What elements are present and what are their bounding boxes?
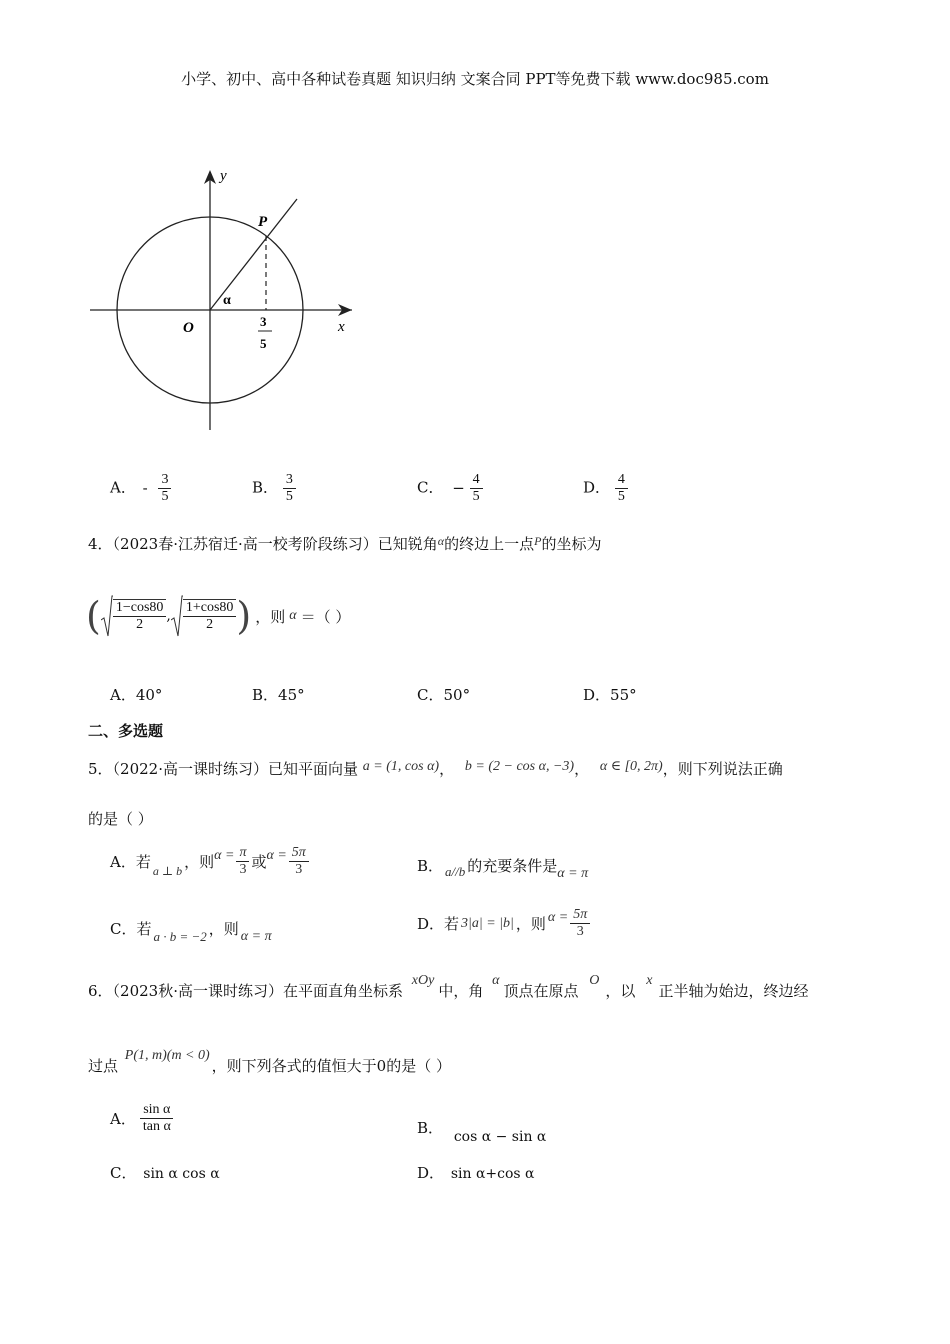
minus-sign: − bbox=[452, 478, 465, 497]
q6-stem-cont: 过点 P(1, m)(m < 0)，则下列各式的值恒大于0的是（ ） bbox=[88, 1048, 451, 1075]
q4-coordinates: ( $\frac{1-\cos 80}{2}$ , $\frac{1+\cos 80}{2}$ ) ，则 α ＝（ ） bbox=[86, 594, 351, 638]
fraction: $\frac{4}{5}$ bbox=[615, 472, 628, 505]
tick-denominator: 5 bbox=[260, 336, 267, 351]
q6-option-d[interactable]: D． sin α+cos α bbox=[417, 1164, 535, 1182]
q6-option-b[interactable]: B． cos α − sin α bbox=[417, 1119, 547, 1145]
y-label: y bbox=[220, 168, 227, 184]
question-source: （2023春·江苏宿迁·高一校考阶段练习） bbox=[112, 535, 378, 553]
question-number: 5． bbox=[88, 760, 113, 778]
question-number: 6． bbox=[88, 982, 113, 1000]
fraction: $\frac{3}{5}$ bbox=[283, 472, 296, 505]
option-letter: D． bbox=[583, 478, 611, 497]
x-label: x bbox=[338, 319, 345, 335]
q5-option-b[interactable]: B． a//b 的充要条件是 α = π bbox=[417, 857, 589, 881]
q4-stem: 4．（2023春·江苏宿迁·高一校考阶段练习）已知锐角$^\alpha$的终边上一点$^P$的坐标为 bbox=[88, 534, 602, 553]
q5-option-d[interactable]: D．若 3|a| = |b| ，则 α = $\frac{5\pi}{3}$ bbox=[417, 907, 592, 940]
q4-option-c[interactable]: C．50° bbox=[417, 686, 471, 704]
q5-option-a[interactable]: A．若 a ⊥ b ，则 α = $\frac{\pi}{3}$ 或 α = $\frac{5\pi}{3}$ bbox=[110, 845, 311, 878]
q4-option-a[interactable]: A．40° bbox=[110, 686, 163, 704]
q5-stem-cont: 的是（ ） bbox=[88, 810, 153, 828]
tick-numerator: 3 bbox=[260, 314, 267, 329]
q6-option-a[interactable]: A． $\frac{\text{sin α}}{\text{tan α}}$ bbox=[110, 1102, 174, 1135]
right-paren: ) bbox=[236, 594, 252, 638]
point-p-label: P bbox=[258, 214, 268, 230]
fraction: $\frac{3}{5}$ bbox=[158, 472, 171, 505]
q3-option-b[interactable] bbox=[252, 472, 296, 505]
sqrt-sign bbox=[171, 594, 183, 638]
q3-option-d[interactable] bbox=[583, 472, 628, 505]
q3-option-a[interactable] bbox=[110, 472, 171, 505]
option-letter: B． bbox=[252, 478, 279, 497]
sqrt-term-2: $\frac{1+\cos 80}{2}$ bbox=[171, 594, 237, 638]
fraction: $\frac{4}{5}$ bbox=[470, 472, 483, 505]
option-letter: C． bbox=[417, 478, 444, 497]
q5-option-c[interactable]: C．若 a · b = −2 ，则 α = π bbox=[110, 920, 272, 944]
minus-sign: - bbox=[142, 478, 148, 497]
left-paren: ( bbox=[86, 594, 101, 638]
sqrt-sign bbox=[101, 594, 113, 638]
question-source: （2022·高一课时练习） bbox=[112, 760, 268, 778]
q4-option-b[interactable]: B．45° bbox=[252, 686, 305, 704]
question-source: （2023秋·高一课时练习） bbox=[112, 982, 283, 1000]
unit-circle-figure bbox=[80, 160, 370, 440]
q5-stem: 5．（2022·高一课时练习）已知平面向量 a = (1, cos α)， b = (2 − cos α, −3)， α ∈ [0, 2π)，则下列说法正确 bbox=[88, 759, 783, 778]
angle-label: α bbox=[223, 293, 231, 308]
page-header: 小学、初中、高中各种试卷真题 知识归纳 文案合同 PPT等免费下载 www.doc985.com bbox=[181, 70, 769, 88]
origin-label: O bbox=[183, 320, 194, 336]
question-number: 4． bbox=[88, 535, 113, 553]
q4-option-d[interactable]: D．55° bbox=[583, 686, 637, 704]
sqrt-term-1: $\frac{1-\cos 80}{2}$ bbox=[101, 594, 167, 638]
q6-option-c[interactable]: C． sin α cos α bbox=[110, 1164, 220, 1182]
section-title: 二、多选题 bbox=[88, 722, 164, 740]
option-letter: A． bbox=[110, 478, 136, 497]
q6-stem: 6．（2023秋·高一课时练习）在平面直角坐标系 xOy中，角 α顶点在原点 O，以 x正半轴为始边，终边经 bbox=[88, 973, 809, 1000]
q3-option-c[interactable] bbox=[417, 472, 483, 505]
